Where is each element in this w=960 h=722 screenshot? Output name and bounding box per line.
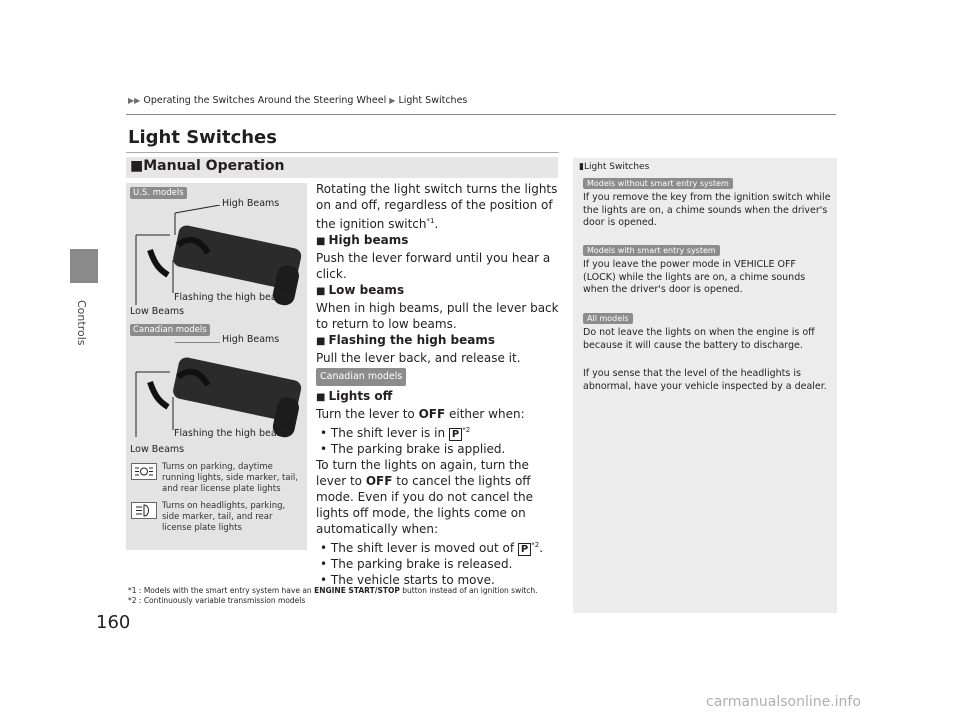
page-number: 160 [96,612,131,633]
breadcrumb-item-light[interactable]: Light Switches [398,95,468,106]
header-rule [126,114,836,115]
canadian-models-tag: Canadian models [130,324,210,336]
flashing-label-us: Flashing the high beams [174,292,291,303]
turn-on-text: To turn the lights on again, turn the lever to OFF to cancel the lights off mode. Even if you do not cancel the lights off mode, the lights come on automatically when: [316,458,534,536]
high-beams-label-ca: High Beams [222,334,280,345]
parking-light-icon [131,463,157,480]
footnotes [128,586,568,606]
tag-all-models: All models [583,313,633,324]
flashing-text: Pull the lever back, and release it. [316,351,521,365]
low-beams-heading: ■ Low beams [316,283,405,297]
lights-off-text: Turn the lever to OFF either when: [316,407,525,421]
high-beams-heading: ■ High beams [316,233,409,247]
square-bullet-icon: ■ [130,158,144,174]
legend-parking-text: Turns on parking, daytime running lights, side marker, tail, and rear license plate lights [162,462,298,494]
footnote-2: *2 : Continuously variable transmission models [128,596,306,605]
flashing-label-ca: Flashing the high beams [174,428,291,439]
sidebar-tab [70,249,98,283]
bullet-shift-out-p: • The shift lever is moved out of P $^{*2}$. [320,541,544,555]
note-text-3: Do not leave the lights on when the engine is off because it will cause the battery to discharge. [583,327,815,351]
note-marker-icon: ▮ [579,162,584,172]
note-text-4: If you sense that the level of the headlights is abnormal, have your vehicle inspected by a dealer. [583,368,827,392]
body-text [316,181,561,588]
bullet-shift-in-p: • The shift lever is in P $^{*2}$ [320,426,471,440]
sidebar-label: Controls [75,300,88,346]
high-beams-text: Push the lever forward until you hear a click. [316,251,551,281]
low-beams-label-us: Low Beams [130,306,185,317]
footnote-1: *1 : Models with the smart entry system have an ENGINE START/STOP button instead of an ignition switch. [128,586,538,595]
watermark: carmanualsonline.info [706,694,861,710]
bullet-vehicle-moves: • The vehicle starts to move. [320,573,495,587]
canadian-models-inline-tag: Canadian models [316,368,406,386]
note-text-2: If you leave the power mode in VEHICLE OFF (LOCK) while the lights are on, a chime sounds when the driver's door is opened. [583,259,806,295]
breadcrumb-arrow-icon: ▶▶ [128,96,141,105]
low-beams-text: When in high beams, pull the lever back to return to low beams. [316,301,559,331]
bullet-parking-applied: • The parking brake is applied. [320,442,506,456]
canadian-lever-illustration [130,342,305,442]
title-rule [126,152,559,153]
page-title: Light Switches [128,127,277,148]
low-beams-label-ca: Low Beams [130,444,185,455]
note-text-1: If you remove the key from the ignition switch while the lights are on, a chime sounds when the driver's door is opened. [583,192,831,228]
us-models-tag: U.S. models [130,187,187,199]
tag-with-smart-entry: Models with smart entry system [583,245,720,256]
notes-title: ▮Light Switches [579,162,650,172]
breadcrumb-item-switches[interactable]: Operating the Switches Around the Steering Wheel [143,95,387,106]
high-beams-label-us: High Beams [222,198,280,209]
section-heading: ■Manual Operation [130,158,285,174]
flashing-heading: ■ Flashing the high beams [316,333,496,347]
lights-off-heading: ■ Lights off [316,389,393,403]
breadcrumb [128,95,467,106]
bullet-parking-released: • The parking brake is released. [320,557,513,571]
intro-paragraph: Rotating the light switch turns the lights on and off, regardless of the position of the ignition switch$^{*1}$. [316,182,558,231]
headlight-icon [131,502,157,519]
tag-without-smart-entry: Models without smart entry system [583,178,733,189]
legend-headlight-text: Turns on headlights, parking, side marker, tail, and rear license plate lights [162,501,286,533]
breadcrumb-arrow-icon: ▶ [389,96,396,105]
